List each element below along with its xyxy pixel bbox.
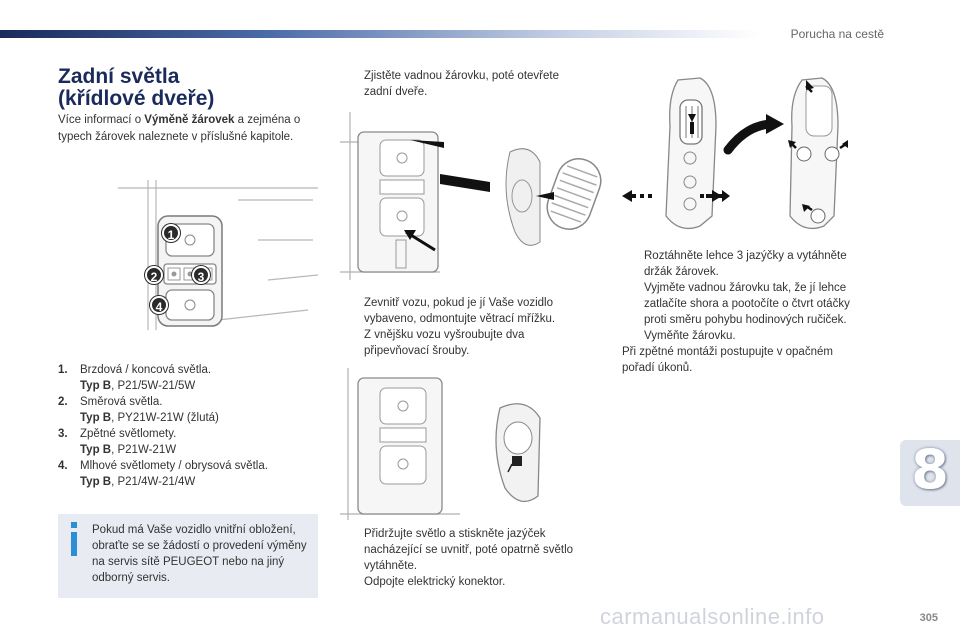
step-disconnect: Odpojte elektrický konektor. bbox=[364, 576, 506, 588]
intro-link-bold: Výměně žárovek bbox=[144, 114, 235, 126]
step-unscrew: Z vnějšku vozu vyšroubujte dva bbox=[364, 329, 525, 341]
intro-suffix: a zejména o typech žárovek naleznete v příslušné kapitole. bbox=[58, 114, 301, 143]
section-title: Porucha na cestě bbox=[790, 27, 884, 41]
badge-4: 4 bbox=[150, 296, 168, 314]
badge-2: 2 bbox=[145, 266, 163, 284]
legend-item-3: 3. Zpětné světlomety. Typ B, P21W-21W bbox=[58, 428, 177, 456]
legend-item-1: 1. Brzdová / koncová světla. Typ B, P21/5W-21/5W bbox=[58, 364, 212, 392]
step-press-tab: Přidržujte světlo a stiskněte jazýček bbox=[364, 528, 546, 540]
page-title-line2: (křídlové dveře) bbox=[58, 87, 215, 110]
page-number: 305 bbox=[919, 612, 938, 624]
rear-light-figure bbox=[118, 180, 318, 330]
header-bar bbox=[0, 30, 760, 38]
info-box bbox=[58, 514, 318, 598]
legend-item-4: 4. Mlhové světlomety / obrysová světla. Typ B, P21/4W-21/4W bbox=[58, 460, 268, 488]
steps-remove-grille: Zevnitř vozu, pokud je jí Vaše vozidlo vybaveno, odmontujte větrací mřížku. Z vnějšku vozu vyšroubujte dva připevňovací šrouby. bbox=[342, 295, 600, 359]
bulb-holder-figure bbox=[620, 66, 862, 238]
step-remove-grille: Zevnitř vozu, pokud je jí Vaše vozidlo bbox=[364, 297, 553, 309]
info-icon bbox=[66, 520, 82, 560]
light-removal-figure bbox=[340, 368, 600, 520]
steps-remove-light: Přidržujte světlo a stiskněte jazýček nacházející se uvnitř, poté opatrně světlo vytáhněte. Odpojte elektrický konektor. bbox=[342, 526, 602, 590]
step-remove-bulb: Vyjměte vadnou žárovku tak, že jí lehce bbox=[644, 282, 847, 294]
intro-paragraph bbox=[58, 112, 316, 146]
chapter-number: 8 bbox=[911, 438, 949, 501]
step-replace: Vyměňte žárovku. bbox=[644, 330, 736, 342]
badge-1: 1 bbox=[162, 224, 180, 242]
step-identify-bulb: Zjistěte vadnou žárovku, poté otevřete zadní dveře. bbox=[342, 68, 592, 100]
step-spread-tabs: Roztáhněte lehce 3 jazýčky a vytáhněte bbox=[644, 250, 847, 262]
watermark: carmanualsonline.info bbox=[600, 604, 825, 629]
bulb-legend bbox=[58, 362, 318, 490]
vent-grille-figure bbox=[340, 112, 608, 280]
legend-item-2: 2. Směrová světla. Typ B, PY21W-21W (žlutá) bbox=[58, 396, 219, 424]
page-title-line1: Zadní světla bbox=[58, 65, 180, 88]
steps-replace-bulb: Roztáhněte lehce 3 jazýčky a vytáhněte držák žárovek. Vyjměte vadnou žárovku tak, že jí lehce zatlačíte shora a pootočíte o čtvrt otáčky proti směru pohybu hodinových ručiček. Vyměňte žárovku. Při zpětné montáži postupujte v opačném pořadí úkonů. bbox=[622, 248, 882, 376]
intro-prefix: Více informací o bbox=[58, 114, 145, 126]
closing-line2: pořadí úkonů. bbox=[622, 362, 693, 374]
badge-3: 3 bbox=[192, 266, 210, 284]
page-title bbox=[58, 66, 214, 110]
info-text: Pokud má Vaše vozidlo vnitřní obložení, obraťte se se žádostí o provedení výměny na servis sítě PEUGEOT nebo na jiný odborný servis. bbox=[92, 524, 307, 584]
closing-line1: Při zpětné montáži postupujte v opačném bbox=[622, 346, 833, 358]
step-bullet bbox=[342, 68, 364, 84]
